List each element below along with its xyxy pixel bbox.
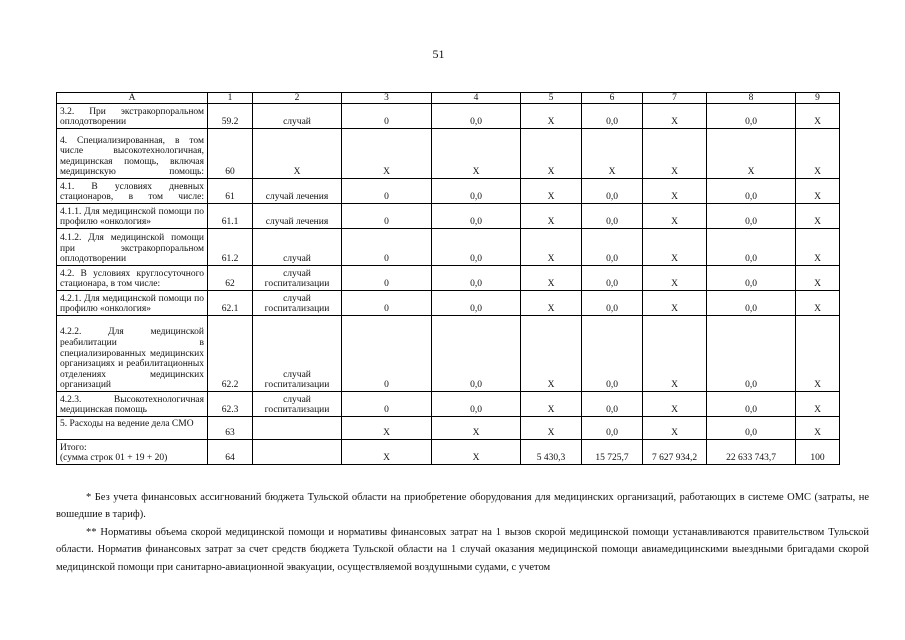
cell-value: 0,0: [582, 266, 643, 291]
cell-value: X: [521, 179, 582, 204]
cell-value: 0: [342, 229, 432, 266]
row-code: 62.3: [208, 392, 253, 417]
cell-value: X: [643, 266, 707, 291]
table-row: [57, 229, 840, 266]
cell-value: X: [643, 392, 707, 417]
cell-value: 0,0: [432, 179, 521, 204]
row-name: 4.2.3. Высокотехнологичная медицинская помощь: [57, 392, 208, 417]
row-code: 61: [208, 179, 253, 204]
cell-value: 22 633 743,7: [707, 440, 796, 465]
total-formula: (сумма строк 01 + 19 + 20): [60, 453, 168, 464]
row-name: 4.1.2. Для медицинской помощи при экстракорпоральном оплодотворении: [57, 229, 208, 266]
cell-value: X: [342, 129, 432, 179]
row-code: 59.2: [208, 104, 253, 129]
cell-value: X: [521, 104, 582, 129]
row-name: 4.2.2. Для медицинской реабилитации в специализированных медицинских организациях и реабилитационных отделениях медицинских организаций: [57, 316, 208, 392]
column-header: 1: [208, 93, 253, 104]
footnote-1: * Без учета финансовых ассигнований бюджета Тульской области на приобретение оборудования для медицинских организаций, работающих в системе ОМС (затраты, не вошедшие в тариф).: [56, 492, 869, 521]
row-unit: случай госпитализации: [253, 291, 342, 316]
cell-value: 0,0: [582, 104, 643, 129]
cell-value: 0,0: [432, 392, 521, 417]
cell-value: X: [521, 417, 582, 440]
column-header: 2: [253, 93, 342, 104]
cell-value: X: [796, 266, 840, 291]
cell-value: 0,0: [707, 291, 796, 316]
column-header: 8: [707, 93, 796, 104]
table-row: [57, 204, 840, 229]
cell-value: 0,0: [707, 204, 796, 229]
table-row: [57, 291, 840, 316]
table-row-total: [57, 440, 840, 465]
table-row: [57, 104, 840, 129]
cell-value: 0,0: [432, 316, 521, 392]
cell-value: X: [643, 229, 707, 266]
cell-value: 0: [342, 104, 432, 129]
row-unit: [253, 417, 342, 440]
cell-value: 0: [342, 179, 432, 204]
cell-value: 0,0: [707, 417, 796, 440]
row-name: [57, 440, 208, 465]
cell-value: X: [342, 417, 432, 440]
cell-value: X: [643, 104, 707, 129]
row-name: 3.2. При экстракорпоральном оплодотворении: [57, 104, 208, 129]
cell-value: X: [643, 417, 707, 440]
cell-value: 0,0: [707, 104, 796, 129]
cell-value: X: [796, 179, 840, 204]
cell-value: 0,0: [707, 316, 796, 392]
table-row: [57, 417, 840, 440]
cell-value: 0,0: [707, 229, 796, 266]
cell-value: 0: [342, 316, 432, 392]
cell-value: 0,0: [582, 291, 643, 316]
cell-value: 7 627 934,2: [643, 440, 707, 465]
total-label: Итого:: [60, 442, 87, 453]
column-header: 5: [521, 93, 582, 104]
cell-value: X: [643, 291, 707, 316]
cell-value: X: [796, 129, 840, 179]
table-row: [57, 266, 840, 291]
table-row: [57, 129, 840, 179]
cell-value: 0,0: [582, 392, 643, 417]
cell-value: 0,0: [582, 316, 643, 392]
cell-value: 0: [342, 204, 432, 229]
cell-value: 0,0: [582, 204, 643, 229]
cell-value: 0,0: [707, 266, 796, 291]
cell-value: X: [521, 204, 582, 229]
row-unit: случай: [253, 229, 342, 266]
cell-value: X: [707, 129, 796, 179]
cell-value: 0: [342, 266, 432, 291]
cell-value: X: [432, 440, 521, 465]
cell-value: X: [796, 392, 840, 417]
cell-value: 0,0: [432, 291, 521, 316]
row-unit: случай: [253, 104, 342, 129]
table-row: [57, 392, 840, 417]
cell-value: 0,0: [707, 179, 796, 204]
cell-value: 0,0: [432, 229, 521, 266]
row-code: 62.1: [208, 291, 253, 316]
row-name: 5. Расходы на ведение дела СМО: [57, 417, 208, 440]
table-row: [57, 179, 840, 204]
footnote-2: ** Нормативы объема скорой медицинской помощи и нормативы финансовых затрат на 1 вызов скорой медицинской помощи устанавливаются правительством Тульской области. Норматив финансовых затрат за счет средств бюджета Тульской области на 1 случай оказания медицинской помощи авиамедицинскими выездными бригадами скорой медицинской помощи при санитарно-авиационной эвакуации, осуществляемой воздушными судами, с учетом: [56, 526, 869, 573]
column-header: 9: [796, 93, 840, 104]
cell-value: X: [796, 291, 840, 316]
cell-value: 100: [796, 440, 840, 465]
row-code: 60: [208, 129, 253, 179]
row-unit: случай госпитализации: [253, 392, 342, 417]
cell-value: 0,0: [432, 104, 521, 129]
column-header: 7: [643, 93, 707, 104]
cell-value: X: [432, 129, 521, 179]
cell-value: 0,0: [582, 179, 643, 204]
row-code: 62: [208, 266, 253, 291]
row-name: 4.1.1. Для медицинской помощи по профилю «онкология»: [57, 204, 208, 229]
cell-value: X: [643, 129, 707, 179]
row-unit: случай лечения: [253, 179, 342, 204]
row-unit: случай госпитализации: [253, 266, 342, 291]
cell-value: X: [643, 179, 707, 204]
cell-value: X: [643, 204, 707, 229]
cell-value: X: [521, 229, 582, 266]
cell-value: X: [521, 291, 582, 316]
row-code: 63: [208, 417, 253, 440]
row-code: 61.1: [208, 204, 253, 229]
cell-value: 5 430,3: [521, 440, 582, 465]
table-header-row: [57, 93, 840, 104]
cell-value: X: [796, 316, 840, 392]
row-name: 4.2.1. Для медицинской помощи по профилю «онкология»: [57, 291, 208, 316]
cell-value: X: [342, 440, 432, 465]
cell-value: X: [521, 316, 582, 392]
column-header: 6: [582, 93, 643, 104]
row-name: 4.1. В условиях дневных стационаров, в том числе:: [57, 179, 208, 204]
row-unit: случай лечения: [253, 204, 342, 229]
cell-value: X: [796, 104, 840, 129]
footnotes: [56, 489, 869, 576]
row-unit: [253, 440, 342, 465]
cell-value: X: [521, 129, 582, 179]
cell-value: X: [796, 204, 840, 229]
cell-value: 0,0: [432, 204, 521, 229]
cell-value: 15 725,7: [582, 440, 643, 465]
row-unit: X: [253, 129, 342, 179]
row-code: 62.2: [208, 316, 253, 392]
cell-value: 0,0: [707, 392, 796, 417]
cell-value: X: [521, 266, 582, 291]
cell-value: X: [796, 417, 840, 440]
column-header: 4: [432, 93, 521, 104]
column-header: А: [57, 93, 208, 104]
cell-value: X: [643, 316, 707, 392]
row-name: 4.2. В условиях круглосуточного стационара, в том числе:: [57, 266, 208, 291]
cell-value: X: [796, 229, 840, 266]
expenditure-table: [56, 92, 840, 465]
cell-value: 0: [342, 392, 432, 417]
page-number: 51: [432, 47, 445, 61]
cell-value: 0,0: [582, 229, 643, 266]
cell-value: 0,0: [582, 417, 643, 440]
table-row: [57, 316, 840, 392]
cell-value: 0,0: [432, 266, 521, 291]
row-code: 61.2: [208, 229, 253, 266]
row-name: 4. Специализированная, в том числе высокотехнологичная, медицинская помощь, включая медицинскую помощь:: [57, 129, 208, 179]
row-code: 64: [208, 440, 253, 465]
row-unit: случай госпитализации: [253, 316, 342, 392]
cell-value: 0: [342, 291, 432, 316]
cell-value: X: [521, 392, 582, 417]
column-header: 3: [342, 93, 432, 104]
cell-value: X: [582, 129, 643, 179]
cell-value: X: [432, 417, 521, 440]
